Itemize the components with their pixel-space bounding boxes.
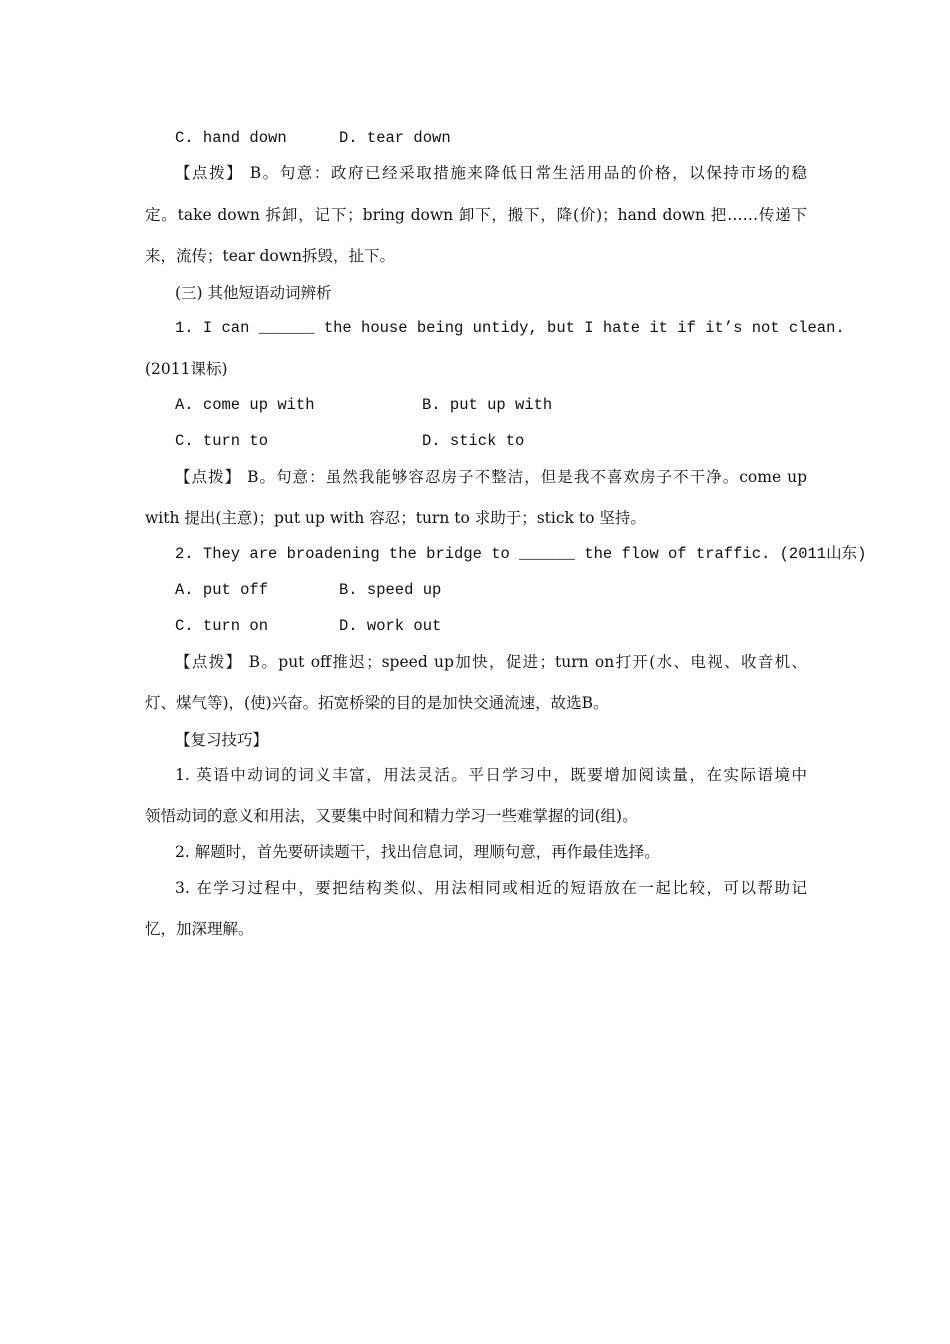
option-c-hand-down: C. hand down bbox=[175, 129, 287, 147]
q2-hint-line-1: 【点拨】 B。put off推迟；speed up加快，促进；turn on打开(水、电视、收音机、 bbox=[175, 653, 807, 671]
q2-option-c: C. turn on bbox=[175, 617, 269, 635]
q2-option-d: D. work out bbox=[339, 617, 442, 635]
tip-2: 2. 解题时，首先要研读题干，找出信息词，理顺句意，再作最佳选择。 bbox=[175, 843, 660, 861]
q1-option-b: B. put up with bbox=[422, 396, 553, 414]
tip-3-line-2: 忆，加深理解。 bbox=[145, 920, 254, 938]
q1-hint-line-1: 【点拨】 B。句意：虽然我能够容忍房子不整洁，但是我不喜欢房子不干净。come up bbox=[175, 468, 807, 486]
question-2-stem: 2. They are broadening the bridge to ______ the flow of traffic. (2011山东) bbox=[175, 545, 867, 563]
tip-3-line-1: 3. 在学习过程中，要把结构类似、用法相同或相近的短语放在一起比较，可以帮助记 bbox=[175, 879, 807, 897]
q2-option-a: A. put off bbox=[175, 581, 269, 599]
q1-option-a: A. come up with bbox=[175, 396, 315, 414]
hint-paragraph-1-line-3: 来，流传；tear down拆毁，扯下。 bbox=[145, 247, 395, 265]
q1-option-c: C. turn to bbox=[175, 432, 269, 450]
option-d-tear-down: D. tear down bbox=[339, 129, 451, 147]
q2-hint-line-2: 灯、煤气等)，(使)兴奋。拓宽桥梁的目的是加快交通流速，故选B。 bbox=[145, 694, 609, 712]
section-heading-other-phrasal-verbs: (三) 其他短语动词辨析 bbox=[175, 284, 332, 302]
hint-paragraph-1-line-2: 定。take down 拆卸，记下；bring down 卸下，搬下，降(价)；hand down 把……传递下 bbox=[145, 206, 807, 224]
tip-1-line-1: 1. 英语中动词的词义丰富，用法灵活。平日学习中，既要增加阅读量，在实际语境中 bbox=[175, 766, 807, 784]
hint-paragraph-1-line-1: 【点拨】 B。句意：政府已经采取措施来降低日常生活用品的价格，以保持市场的稳 bbox=[175, 164, 807, 182]
q2-option-b: B. speed up bbox=[339, 581, 442, 599]
q1-hint-line-2: with 提出(主意)；put up with 容忍；turn to 求助于；stick to 坚持。 bbox=[145, 509, 646, 527]
tip-1-line-2: 领悟动词的意义和用法，又要集中时间和精力学习一些难掌握的词(组)。 bbox=[145, 807, 638, 825]
question-1-stem: 1. I can ______ the house being untidy, but I hate it if it’s not clean. bbox=[175, 319, 845, 337]
question-1-source: (2011课标) bbox=[145, 360, 228, 378]
review-tips-heading: 【复习技巧】 bbox=[175, 731, 269, 749]
q1-option-d: D. stick to bbox=[422, 432, 525, 450]
